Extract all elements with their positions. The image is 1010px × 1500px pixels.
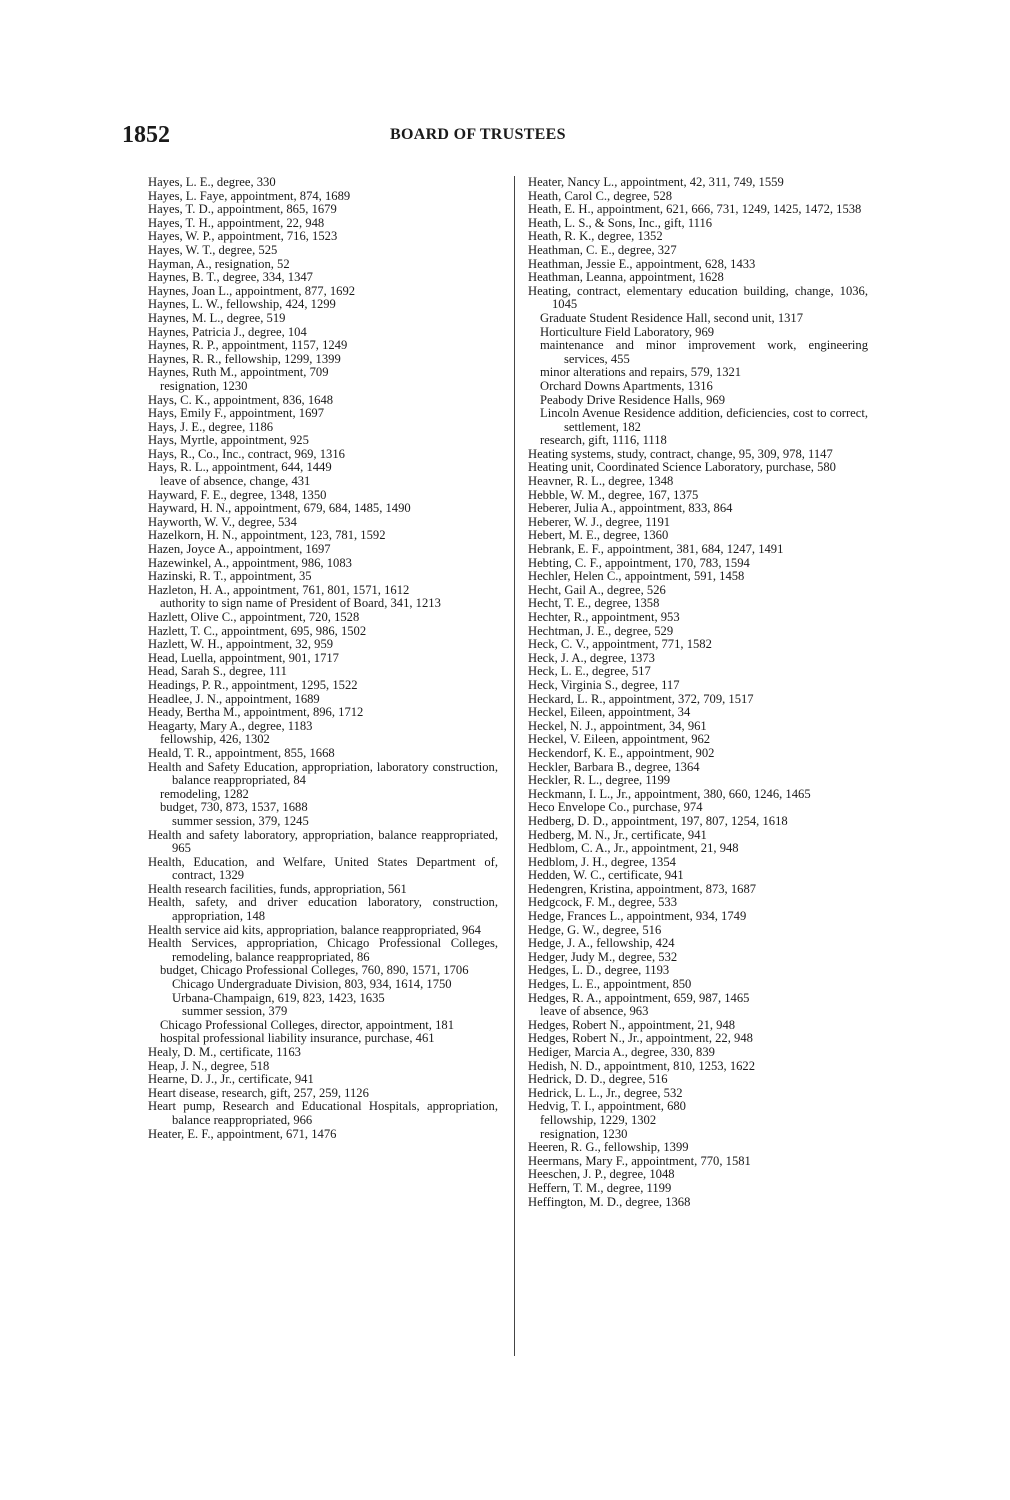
index-entry: Hedden, W. C., certificate, 941 [528, 868, 684, 883]
index-entry: Heckler, Barbara B., degree, 1364 [528, 759, 700, 774]
index-entry: Health, safety, and driver education laboratory, construction, appropriation, 148 [148, 895, 498, 924]
index-entry: Heckendorf, K. E., appointment, 902 [528, 745, 715, 760]
index-entry: Hedvig, T. I., appointment, 680 [528, 1099, 686, 1114]
index-entry: Hays, J. E., degree, 1186 [148, 419, 274, 434]
index-entry: Haynes, R. R., fellowship, 1299, 1399 [148, 351, 341, 366]
index-entry: Hayes, W. T., degree, 525 [148, 242, 278, 257]
index-entry: Hedge, J. A., fellowship, 424 [528, 936, 675, 951]
index-entry: Haynes, Joan L., appointment, 877, 1692 [148, 283, 356, 298]
index-entry: Hayman, A., resignation, 52 [148, 256, 290, 271]
index-entry: Heberer, W. J., degree, 1191 [528, 514, 671, 529]
index-entry: Hedges, L. D., degree, 1193 [528, 963, 670, 978]
index-entry: Hazelkorn, H. N., appointment, 123, 781, 1592 [148, 528, 386, 543]
index-entry: Haynes, Ruth M., appointment, 709 [148, 365, 329, 380]
column-divider [514, 176, 515, 1356]
index-entry: Hazlett, T. C., appointment, 695, 986, 1502 [148, 623, 367, 638]
index-entry: Hechtman, J. E., degree, 529 [528, 623, 674, 638]
index-entry: Graduate Student Residence Hall, second unit, 1317 [540, 310, 804, 325]
index-entry: fellowship, 426, 1302 [160, 732, 270, 747]
index-entry: Hays, Emily F., appointment, 1697 [148, 406, 324, 421]
index-entry: Hayes, T. H., appointment, 22, 948 [148, 215, 325, 230]
index-entry: Hedges, Robert N., Jr., appointment, 22, 948 [528, 1031, 753, 1046]
index-entry: Hearne, D. J., Jr., certificate, 941 [148, 1072, 314, 1087]
index-entry: budget, Chicago Professional Colleges, 760, 890, 1571, 1706 [160, 963, 469, 978]
index-entry: Hayes, L. Faye, appointment, 874, 1689 [148, 188, 351, 203]
index-entry: maintenance and minor improvement work, engineering services, 455 [540, 338, 868, 366]
index-entry: Chicago Undergraduate Division, 803, 934, 1614, 1750 [172, 977, 452, 992]
index-entry: Heart pump, Research and Educational Hospitals, appropriation, balance reappropriated, 966 [148, 1099, 498, 1127]
index-entry: Heck, J. A., degree, 1373 [528, 650, 655, 665]
index-entry: Hedrick, D. D., degree, 516 [528, 1072, 668, 1087]
index-entry: remodeling, 1282 [160, 786, 249, 801]
index-entry: Hedges, L. E., appointment, 850 [528, 977, 692, 992]
page-number: 1852 [122, 122, 170, 148]
index-entry: Heck, L. E., degree, 517 [528, 664, 651, 679]
index-entry: Heeschen, J. P., degree, 1048 [528, 1167, 675, 1182]
index-entry: research, gift, 1116, 1118 [540, 433, 667, 448]
index-entry: Hazlett, Olive C., appointment, 720, 1528 [148, 610, 360, 624]
index-entry: Hazinski, R. T., appointment, 35 [148, 569, 312, 584]
index-entry: summer session, 379, 1245 [172, 813, 309, 828]
index-entry: resignation, 1230 [540, 1126, 628, 1141]
index-entry: Heffington, M. D., degree, 1368 [528, 1194, 691, 1209]
index-entry: Headlee, J. N., appointment, 1689 [148, 691, 320, 706]
index-entry: Health and safety laboratory, appropriation, balance reappropriated, 965 [148, 827, 498, 856]
index-entry: leave of absence, 963 [540, 1004, 649, 1019]
index-entry: Hazewinkel, A., appointment, 986, 1083 [148, 555, 352, 570]
index-entry: Hedblom, C. A., Jr., appointment, 21, 948 [528, 841, 739, 856]
index-entry: Urbana-Champaign, 619, 823, 1423, 1635 [172, 990, 385, 1005]
index-entry: Hediger, Marcia A., degree, 330, 839 [528, 1045, 715, 1059]
index-entry: Haynes, B. T., degree, 334, 1347 [148, 270, 313, 285]
index-entry: summer session, 379 [182, 1004, 288, 1019]
index-entry: Hays, R., Co., Inc., contract, 969, 1316 [148, 446, 345, 461]
index-entry: authority to sign name of President of Board, 341, 1213 [160, 596, 441, 611]
index-entry: Orchard Downs Apartments, 1316 [540, 378, 713, 393]
index-entry: Heavner, R. L., degree, 1348 [528, 474, 674, 489]
index-entry: Haynes, M. L., degree, 519 [148, 310, 286, 325]
index-entry: Hedges, Robert N., appointment, 21, 948 [528, 1017, 736, 1032]
index-entry: Hecht, T. E., degree, 1358 [528, 596, 660, 611]
index-entry: hospital professional liability insurance, purchase, 461 [160, 1031, 435, 1046]
index-entry: Heck, C. V., appointment, 771, 1582 [528, 637, 712, 652]
index-entry: Hayes, W. P., appointment, 716, 1523 [148, 229, 338, 244]
index-entry: Health research facilities, funds, appropriation, 561 [148, 881, 407, 896]
index-entry: Hedberg, D. D., appointment, 197, 807, 1254, 1618 [528, 813, 788, 828]
index-entry: Heating, contract, elementary education building, change, 1036, 1045 [528, 283, 868, 312]
index-entry: Heckard, L. R., appointment, 372, 709, 1517 [528, 691, 754, 706]
index-entry: Health service aid kits, appropriation, balance reappropriated, 964 [148, 922, 481, 937]
index-entry: Heart disease, research, gift, 257, 259, 1126 [148, 1085, 369, 1100]
index-entry: Head, Sarah S., degree, 111 [148, 664, 287, 679]
index-entry: Heckel, Eileen, appointment, 34 [528, 705, 691, 720]
index-entry: Hechter, R., appointment, 953 [528, 610, 680, 624]
index-entry: Hazen, Joyce A., appointment, 1697 [148, 542, 331, 557]
index-entry: Hayward, F. E., degree, 1348, 1350 [148, 487, 327, 502]
index-entry: Hechler, Helen C., appointment, 591, 1458 [528, 569, 745, 584]
index-entry: Hedger, Judy M., degree, 532 [528, 949, 678, 964]
index-entry: resignation, 1230 [160, 378, 248, 393]
index-entry: Heady, Bertha M., appointment, 896, 1712 [148, 705, 364, 720]
index-entry: Heffern, T. M., degree, 1199 [528, 1180, 672, 1195]
index-entry: Heckel, V. Eileen, appointment, 962 [528, 732, 711, 747]
index-entry: Heathman, C. E., degree, 327 [528, 242, 677, 257]
index-entry: minor alterations and repairs, 579, 1321 [540, 365, 742, 380]
index-entry: Hebert, M. E., degree, 1360 [528, 528, 669, 543]
index-entry: Hedberg, M. N., Jr., certificate, 941 [528, 827, 707, 842]
index-entry: Heath, L. S., & Sons, Inc., gift, 1116 [528, 215, 713, 230]
index-entry: Heald, T. R., appointment, 855, 1668 [148, 745, 335, 760]
index-entry: Heberer, Julia A., appointment, 833, 864 [528, 501, 733, 516]
index-entry: Heap, J. N., degree, 518 [148, 1058, 270, 1073]
index-entry: Heathman, Jessie E., appointment, 628, 1433 [528, 256, 756, 271]
index-entry: Chicago Professional Colleges, director, appointment, 181 [160, 1017, 454, 1032]
index-entry: Heckler, R. L., degree, 1199 [528, 773, 671, 788]
index-entry: Hedges, R. A., appointment, 659, 987, 1465 [528, 990, 750, 1005]
index-entry: Hebble, W. M., degree, 167, 1375 [528, 487, 699, 502]
index-entry: Heating systems, study, contract, change, 95, 309, 978, 1147 [528, 446, 833, 461]
running-title: BOARD OF TRUSTEES [390, 126, 566, 143]
index-entry: Hayworth, W. V., degree, 534 [148, 514, 297, 529]
index-entry: Hebrank, E. F., appointment, 381, 684, 1247, 1491 [528, 542, 784, 557]
index-entry: Healy, D. M., certificate, 1163 [148, 1045, 301, 1059]
index-entry: Haynes, Patricia J., degree, 104 [148, 324, 307, 339]
index-entry: Hedgcock, F. M., degree, 533 [528, 895, 678, 910]
index-entry: fellowship, 1229, 1302 [540, 1112, 657, 1127]
index-entry: Hedblom, J. H., degree, 1354 [528, 854, 676, 869]
index-entry: Heco Envelope Co., purchase, 974 [528, 800, 703, 815]
index-entry: Heathman, Leanna, appointment, 1628 [528, 270, 724, 285]
index-entry: Hayes, L. E., degree, 330 [148, 175, 276, 189]
index-entry: Health, Education, and Welfare, United States Department of, contract, 1329 [148, 854, 498, 883]
index-column-right [528, 176, 868, 1209]
index-entry: Hayes, T. D., appointment, 865, 1679 [148, 202, 337, 217]
index-entry: Hedge, Frances L., appointment, 934, 1749 [528, 909, 747, 924]
index-entry: Heckmann, I. L., Jr., appointment, 380, 660, 1246, 1465 [528, 786, 811, 801]
index-entry: Headings, P. R., appointment, 1295, 1522 [148, 677, 358, 692]
index-entry: Hedrick, L. L., Jr., degree, 532 [528, 1085, 683, 1100]
index-entry: Heck, Virginia S., degree, 117 [528, 677, 680, 692]
index-entry: Haynes, R. P., appointment, 1157, 1249 [148, 338, 348, 353]
index-entry: Hedish, N. D., appointment, 810, 1253, 1622 [528, 1058, 756, 1073]
index-entry: Hebting, C. F., appointment, 170, 783, 1594 [528, 555, 750, 570]
index-entry: Horticulture Field Laboratory, 969 [540, 324, 715, 339]
index-entry: Haynes, L. W., fellowship, 424, 1299 [148, 297, 336, 312]
index-entry: leave of absence, change, 431 [160, 474, 311, 489]
index-entry: Peabody Drive Residence Halls, 969 [540, 392, 726, 407]
index-entry: Lincoln Avenue Residence addition, deficiencies, cost to correct, settlement, 182 [540, 406, 868, 434]
index-entry: Hays, R. L., appointment, 644, 1449 [148, 460, 332, 475]
index-entry: Heath, E. H., appointment, 621, 666, 731, 1249, 1425, 1472, 1538 [528, 202, 862, 217]
index-entry: budget, 730, 873, 1537, 1688 [160, 800, 308, 815]
index-entry: Hedengren, Kristina, appointment, 873, 1687 [528, 881, 757, 896]
index-column-left [148, 176, 498, 1141]
index-entry: Heath, Carol C., degree, 528 [528, 188, 673, 203]
index-entry: Hays, C. K., appointment, 836, 1648 [148, 392, 334, 407]
index-entry: Head, Luella, appointment, 901, 1717 [148, 650, 339, 665]
index-entry: Heagarty, Mary A., degree, 1183 [148, 718, 313, 733]
index-entry: Hazlett, W. H., appointment, 32, 959 [148, 637, 334, 652]
index-entry: Hecht, Gail A., degree, 526 [528, 582, 666, 597]
index-entry: Heermans, Mary F., appointment, 770, 1581 [528, 1153, 751, 1168]
index-entry: Heater, Nancy L., appointment, 42, 311, 749, 1559 [528, 175, 784, 189]
index-entry: Heating unit, Coordinated Science Laboratory, purchase, 580 [528, 460, 836, 475]
index-entry: Hedge, G. W., degree, 516 [528, 922, 662, 937]
index-entry: Heeren, R. G., fellowship, 1399 [528, 1140, 689, 1155]
index-entry: Heater, E. F., appointment, 671, 1476 [148, 1126, 337, 1141]
index-entry: Heckel, N. J., appointment, 34, 961 [528, 718, 707, 733]
index-entry: Hays, Myrtle, appointment, 925 [148, 433, 309, 448]
index-entry: Health Services, appropriation, Chicago Professional Colleges, remodeling, balance reappropriated, 86 [148, 936, 498, 964]
index-entry: Hayward, H. N., appointment, 679, 684, 1485, 1490 [148, 501, 411, 516]
index-entry: Health and Safety Education, appropriation, laboratory construction, balance reappropriated, 84 [148, 759, 498, 788]
index-entry: Heath, R. K., degree, 1352 [528, 229, 663, 244]
index-entry: Hazleton, H. A., appointment, 761, 801, 1571, 1612 [148, 582, 410, 597]
